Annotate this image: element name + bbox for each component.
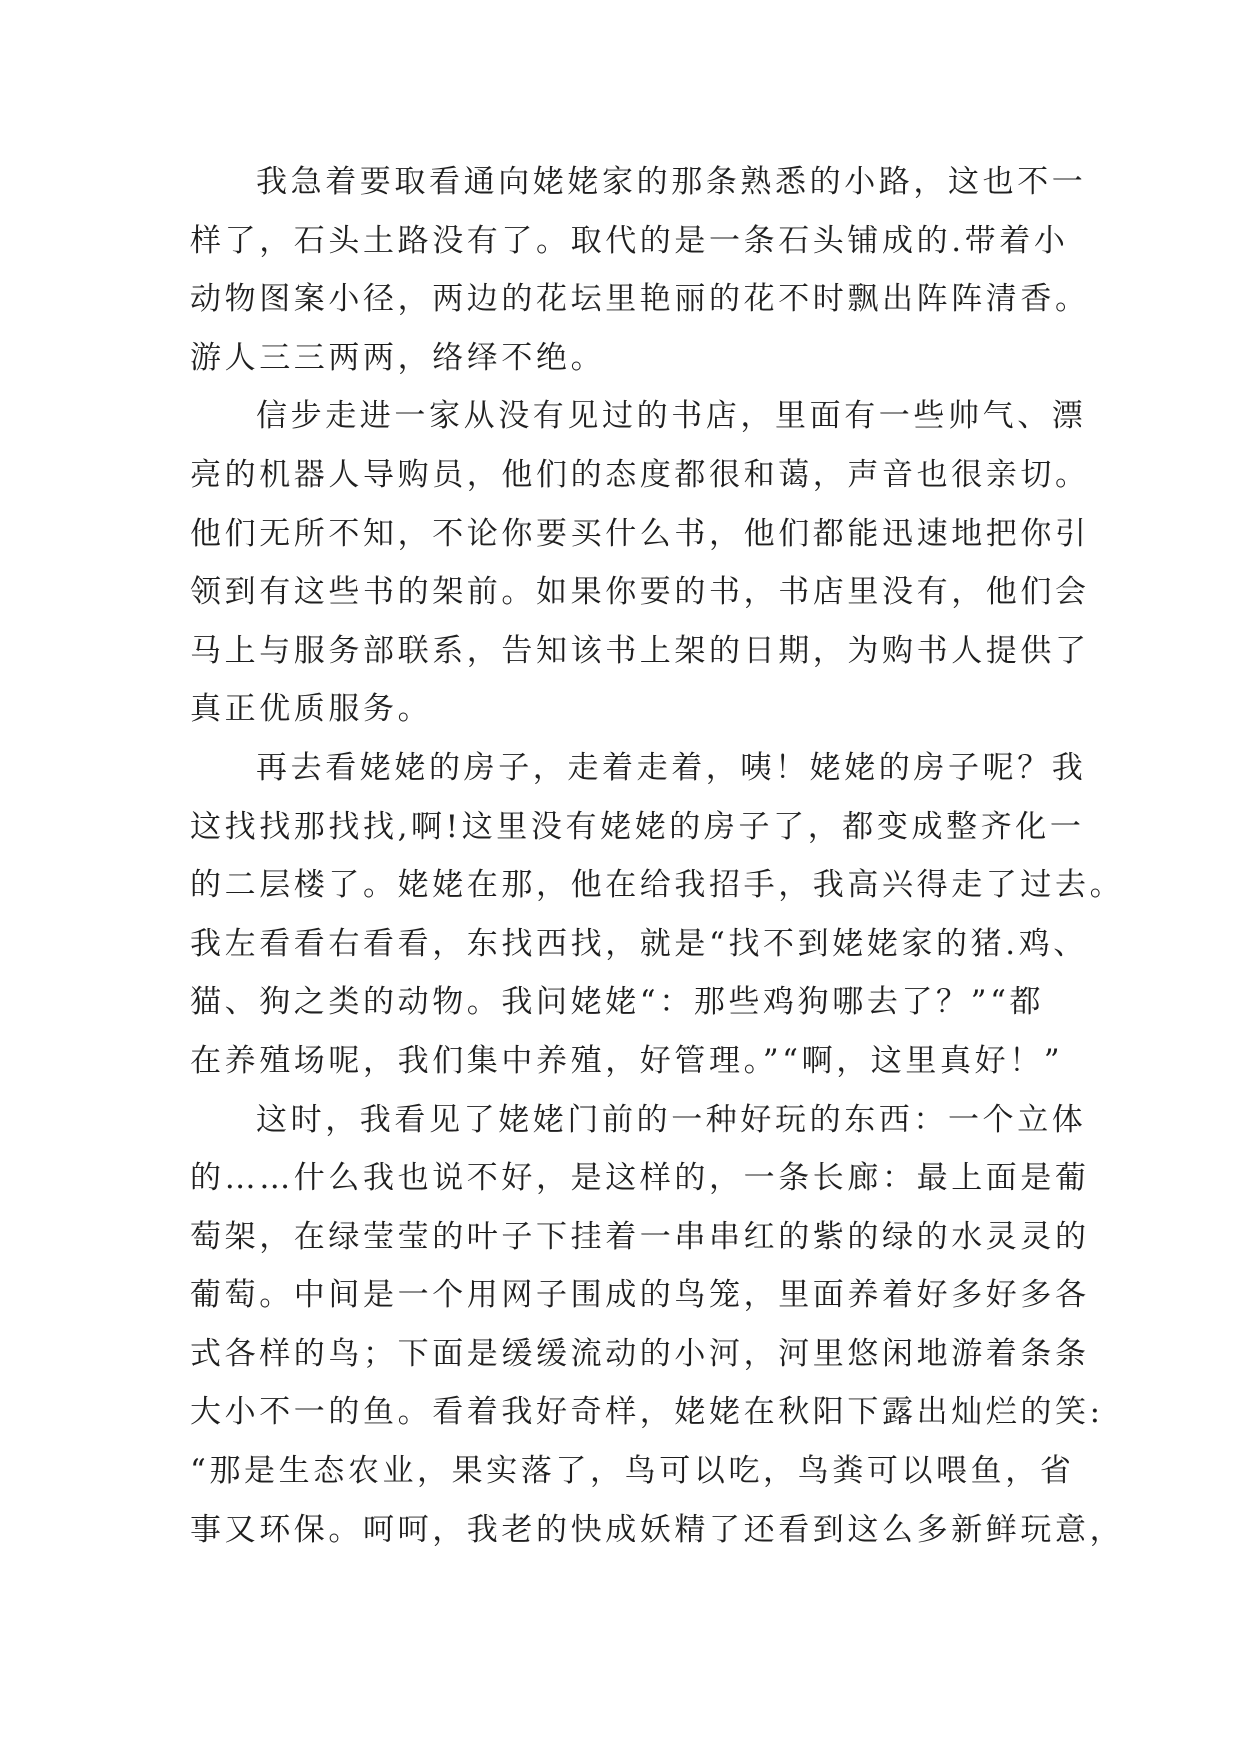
text-line: 大小不一的鱼。看着我好奇样，姥姥在秋阳下露出灿烂的笑:	[190, 1394, 1104, 1431]
text-line: 再去看姥姥的房子，走着走着，咦！姥姥的房子呢？我	[256, 749, 1087, 786]
essay-body	[190, 153, 1125, 1559]
text-line: 游人三三两两，络绎不绝。	[190, 339, 606, 376]
text-line: 动物图案小径，两边的花坛里艳丽的花不时飘出阵阵清香。	[190, 281, 1090, 318]
text-line: 他们无所不知，不论你要买什么书，他们都能迅速地把你引	[190, 515, 1090, 552]
text-line: 亮的机器人导购员，他们的态度都很和蔼，声音也很亲切。	[190, 456, 1090, 493]
text-line: 的……什么我也说不好，是这样的，一条长廊：最上面是葡	[190, 1160, 1090, 1197]
text-line: 马上与服务部联系，告知该书上架的日期，为购书人提供了	[190, 632, 1090, 669]
text-line: “那是生态农业，果实落了，鸟可以吃，鸟粪可以喂鱼，省	[190, 1453, 1075, 1490]
text-line: 这找找那找找,啊!这里没有姥姥的房子了，都变成整齐化一	[190, 808, 1085, 845]
text-line: 领到有这些书的架前。如果你要的书，书店里没有，他们会	[190, 574, 1090, 611]
text-line: 猫、狗之类的动物。我问姥姥“：那些鸡狗哪去了？”“都	[190, 984, 1045, 1021]
text-line: 的二层楼了。姥姥在那，他在给我招手，我高兴得走了过去。	[190, 867, 1125, 904]
text-line: 葡萄。中间是一个用网子围成的鸟笼，里面养着好多好多各	[190, 1277, 1090, 1314]
text-line: 信步走进一家从没有见过的书店，里面有一些帅气、漂	[256, 398, 1087, 435]
text-line: 式各样的鸟；下面是缓缓流动的小河，河里悠闲地游着条条	[190, 1335, 1090, 1372]
text-line: 真正优质服务。	[190, 691, 433, 728]
text-line: 萄架，在绿莹莹的叶子下挂着一串串红的紫的绿的水灵灵的	[190, 1218, 1090, 1255]
text-line: 样了，石头土路没有了。取代的是一条石头铺成的.带着小	[190, 222, 1069, 259]
text-line: 事又环保。呵呵，我老的快成妖精了还看到这么多新鲜玩意，	[190, 1511, 1125, 1548]
text-line: 我左看看右看看，东找西找，就是“找不到姥姥家的猪.鸡、	[190, 925, 1088, 962]
text-line: 这时，我看见了姥姥门前的一种好玩的东西：一个立体	[256, 1101, 1087, 1138]
text-line: 我急着要取看通向姥姥家的那条熟悉的小路，这也不一	[256, 164, 1087, 200]
text-line: 在养殖场呢，我们集中养殖，好管理。”“啊，这里真好！”	[190, 1042, 1064, 1079]
